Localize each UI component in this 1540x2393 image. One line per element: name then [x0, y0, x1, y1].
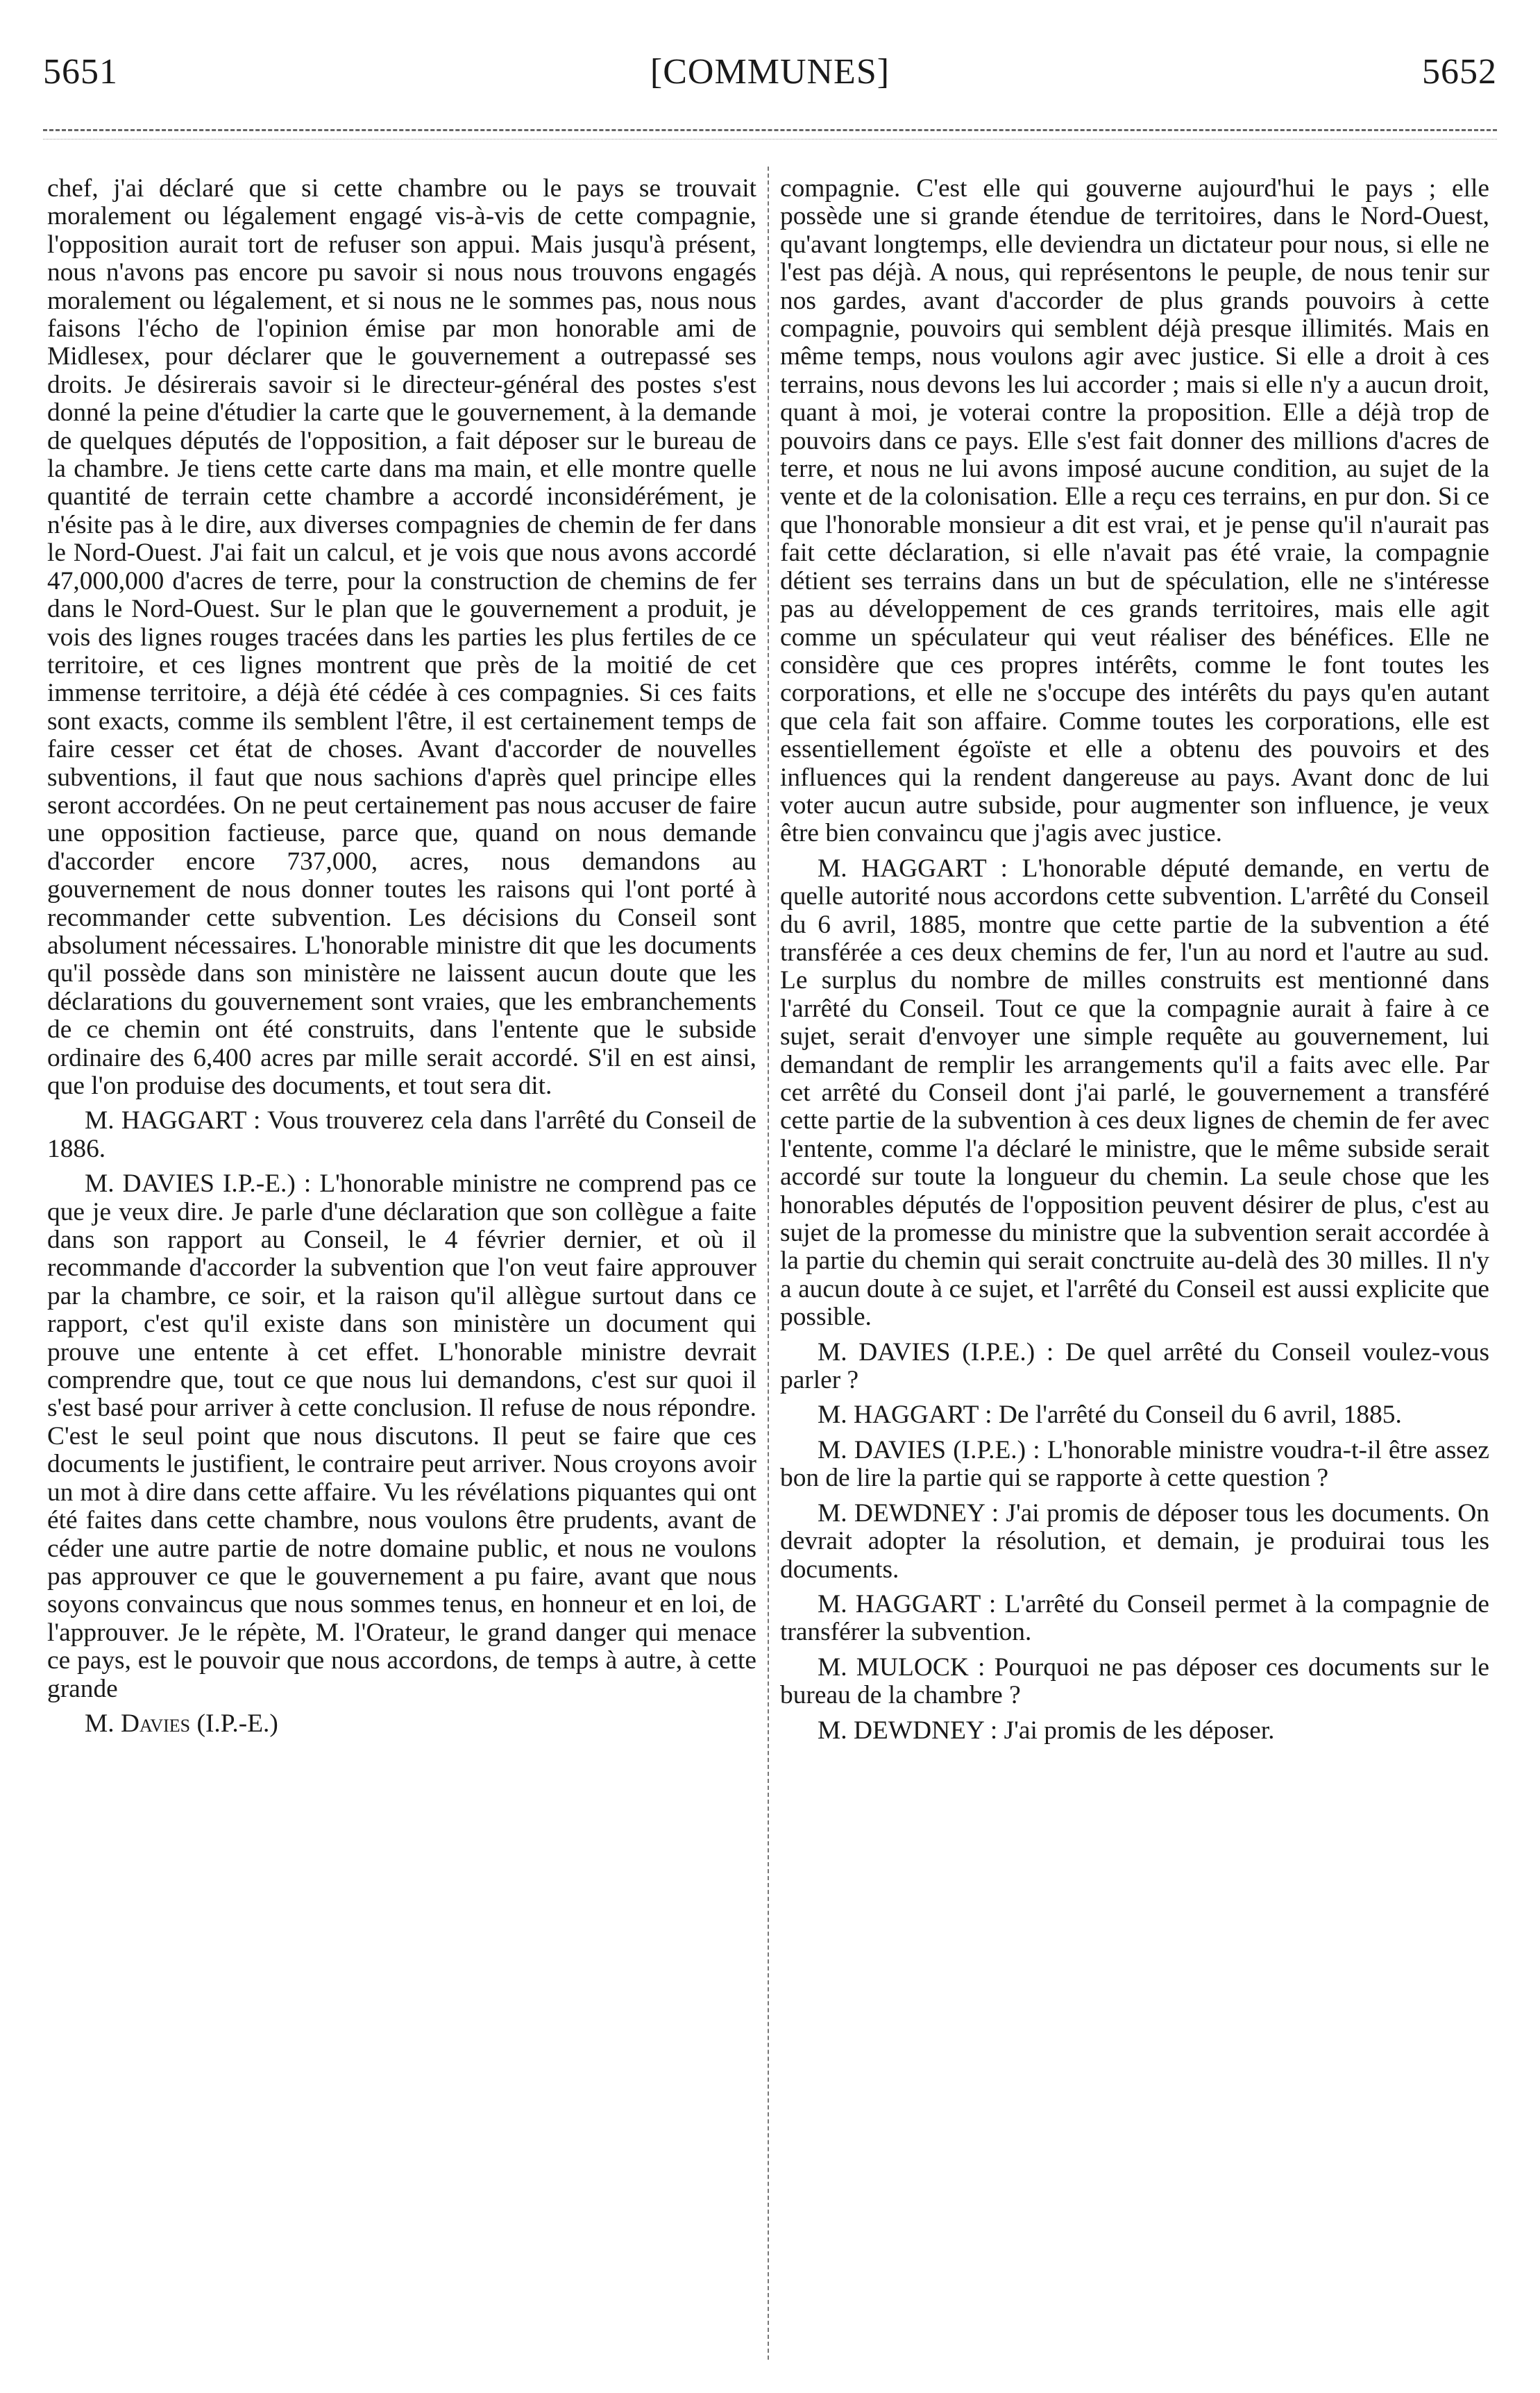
page-number-right: 5652: [1422, 52, 1497, 92]
paragraph: M. MULOCK : Pourquoi ne pas déposer ces documents sur le bureau de la chambre ?: [780, 1652, 1489, 1710]
paragraph: M. HAGGART : L'honorable député demande, en vertu de quelle autorité nous accordons cette subvention. L'arrêté du Conseil du 6 avril, 1885, montre que cette partie de la subvention a été transférée a ces deux chemins de fer, l'un au nord et l'autre au sud. Le surplus du nombre de milles construits est mentionné dans l'arrêté du Conseil. Tout ce que la compagnie aurait à faire à ce sujet, serait d'envoyer une simple requête au gouvernement, lui demandant de remplir les arrangements qu'il a faits avec elle. Par cet arrêté du Conseil dont j'ai parlé, le gouvernement a transféré cette partie de la subvention à ces deux lignes de chemin de fer avec l'entente, comme l'a déclaré le ministre, que le même subside serait accordé sur toute la longueur du chemin. La seule chose que les honorables députés de l'opposition peuvent désirer de plus, c'est au sujet de la promesse du ministre que la subvention serait accordée à la partie du chemin qui serait conctruite au-delà des 30 milles. Il n'y a aucun doute à ce sujet, et l'arrêté du Conseil est aussi explicite que possible.: [780, 854, 1489, 1332]
page-header: [43, 51, 1497, 107]
paragraph: compagnie. C'est elle qui gouverne aujourd'hui le pays ; elle possède une si grande étendue de territoires, dans le Nord-Ouest, qu'avant longtemps, elle deviendra un dictateur pour nous, si elle ne l'est pas déjà. A nous, qui représentons le peuple, de nous tenir sur nos gardes, avant d'accorder de plus grands pouvoirs à cette compagnie, pouvoirs qui semblent déjà presque illimités. Mais en même temps, nous voulons agir avec justice. Si elle a droit à ces terrains, nous devons les lui accorder ; mais si elle n'y a aucun droit, quant à moi, je voterai contre la proposition. Elle a déjà trop de pouvoirs dans ce pays. Elle s'est fait donner des millions d'acres de terre, et nous ne lui avons imposé aucune condition, au sujet de la vente et de la colonisation. Elle a reçu ces terrains, en pur don. Si ce que l'honorable monsieur a dit est vrai, et je pense qu'il n'aurait pas fait cette déclaration, si elle n'avait pas été vraie, la compagnie détient ses terrains dans un but de spéculation, elle ne s'intéresse pas au développement de ces grands territoires, mais elle agit comme un spéculateur qui veut réaliser des bénéfices. Elle ne considère que ces propres intérêts, comme le font toutes les corporations, et elle ne s'occupe des intérêts du pays qu'en autant que cela fait son affaire. Comme toutes les corporations, elle est essentiellement égoïste et elle a obtenu des pouvoirs et des influences qui la rendent dangereuse au pays. Avant donc de lui voter aucun autre subside, pour augmenter son influence, je veux être bien convaincu que j'agis avec justice.: [780, 175, 1489, 848]
paragraph: M. DAVIES (I.P.E.) : L'honorable ministre voudra-t-il être assez bon de lire la partie qui se rapporte à cette question ?: [780, 1435, 1489, 1493]
page-number-left: 5651: [43, 52, 118, 92]
running-title: [COMMUNES]: [650, 52, 890, 92]
column-divider: [768, 167, 769, 2360]
paragraph: chef, j'ai déclaré que si cette chambre ou le pays se trouvait moralement ou légalement engagé vis-à-vis de cette compagnie, l'opposition aurait tort de refuser son appui. Mais jusqu'à présent, nous n'avons pas encore pu savoir si nous nous trouvons engagés moralement ou légalement, et si nous ne le sommes pas, nous nous faisons l'écho de l'opinion émise par mon honorable ami de Midlesex, pour déclarer que le gouvernement a outrepassé ses droits. Je désirerais savoir si le directeur-général des postes s'est donné la peine d'étudier la carte que le gouvernement, à la demande de quelques députés de l'opposition, a fait déposer sur le bureau de la chambre. Je tiens cette carte dans ma main, et elle montre quelle quantité de terrain cette chambre a accordé inconsidérément, je n'ésite pas à le dire, aux diverses compagnies de chemin de fer dans le Nord-Ouest. J'ai fait un calcul, et je vois que nous avons accordé 47,000,000 d'acres de terre, pour la construction de chemins de fer dans le Nord-Ouest. Sur le plan que le gouvernement a produit, je vois des lignes rouges tracées dans les parties les plus fertiles de ce territoire, et ces lignes montrent que près de la moitié de cet immense territoire, a déjà été cédée à ces compagnies. Si ces faits sont exacts, comme ils semblent l'être, il est certainement temps de faire cesser cet état de choses. Avant d'accorder de nouvelles subventions, il faut que nous sachions d'après quel principe elles seront accordées. On ne peut certainement pas nous accuser de faire une opposition factieuse, parce que, quand on nous demande d'accorder encore 737,000, acres, nous demandons au gouvernement de nous donner toutes les raisons qui l'ont porté à recommander cette subvention. Les décisions du Conseil sont absolument nécessaires. L'honorable ministre dit que les documents qu'il possède dans son ministère ne laissent aucun doute que les déclarations du gouvernement sont vraies, que les embranchements de ce chemin ont été construits, dans l'entente que le subside ordinaire des 6,400 acres par mille serait accordé. S'il en est ainsi, que l'on produise des documents, et tout sera dit.: [47, 175, 756, 1100]
paragraph: M. HAGGART : L'arrêté du Conseil permet à la compagnie de transférer la subvention.: [780, 1589, 1489, 1647]
paragraph: M. DAVIES (I.P.E.) : De quel arrêté du Conseil voulez-vous parler ?: [780, 1337, 1489, 1395]
paragraph: M. DEWDNEY : J'ai promis de déposer tous les documents. On devrait adopter la résolution, et demain, je produirai tous les documents.: [780, 1498, 1489, 1584]
paragraph: M. HAGGART : De l'arrêté du Conseil du 6 avril, 1885.: [818, 1401, 1402, 1430]
right-column: [780, 175, 1489, 2368]
paragraph: M. DEWDNEY : J'ai promis de les déposer.: [818, 1716, 1275, 1745]
header-rule: [43, 129, 1497, 131]
paragraph: M. DAVIES I.P.-E.) : L'honorable ministre ne comprend pas ce que je veux dire. Je parle d'une déclaration que son collègue a faite dans son rapport au Conseil, le 4 février dernier, et où il recommande d'accorder la subvention que l'on veut faire approuver par la chambre, ce soir, et la raison qu'il allègue surtout dans ce rapport, c'est qu'il existe dans son ministère un document qui prouve une entente à cet effet. L'honorable ministre devrait comprendre que, tout ce que nous lui demandons, c'est sur quoi il s'est basé pour arriver à cette conclusion. Il refuse de nous répondre. C'est le seul point que nous discutons. Il peut se faire que ces documents le justifient, le contraire peut arriver. Nous croyons avoir un mot à dire dans cette affaire. Vu les révélations piquantes qui ont été faites dans cette chambre, nous voulons être prudents, avant de céder une autre partie de notre domaine public, et nous ne voulons pas approuver ce que le gouvernement a pu faire, avant que nous soyons convaincus que nous sommes tenus, en honneur et en loi, de l'approuver. Je le répète, M. l'Orateur, le grand danger qui menace ce pays, est le pouvoir que nous accordons, de temps à autre, à cette grande: [47, 1169, 756, 1703]
paragraph: M. HAGGART : Vous trouverez cela dans l'arrêté du Conseil de 1886.: [47, 1106, 756, 1163]
speaker-signature: M. Davies (I.P.-E.): [85, 1709, 278, 1738]
left-column: [47, 175, 756, 2368]
